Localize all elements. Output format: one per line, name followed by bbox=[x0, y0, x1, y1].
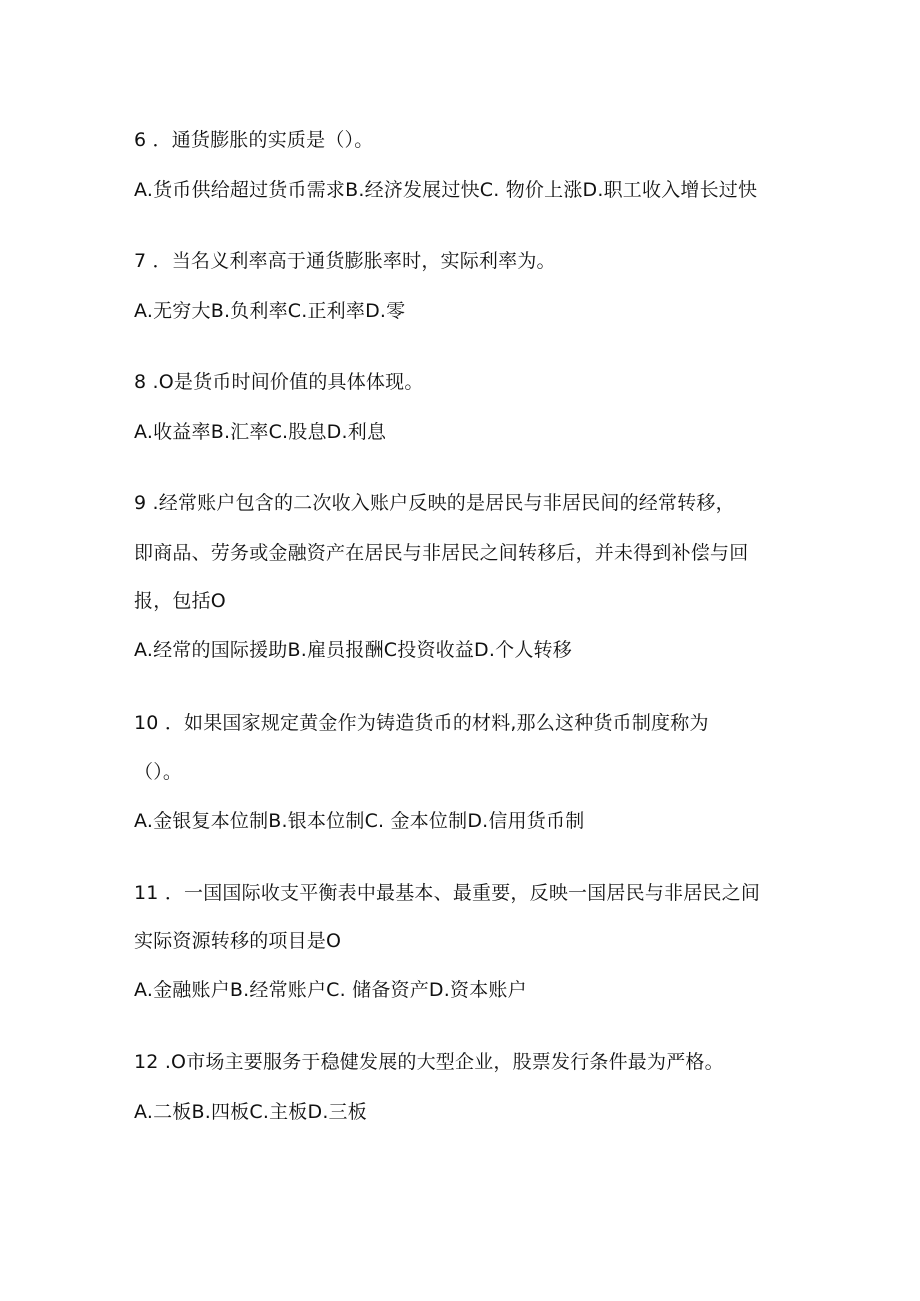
question-6-options: A.货币供给超过货币需求B.经济发展过快C. 物价上涨D.职工收入增长过快 bbox=[134, 179, 758, 201]
question-8-stem: 8 .O是货币时间价值的具体体现。 bbox=[134, 371, 424, 393]
question-11-stem-line-2: 实际资源转移的项目是O bbox=[134, 930, 342, 952]
question-7-options: A.无穷大B.负利率C.正利率D.零 bbox=[134, 300, 406, 322]
question-8-options: A.收益率B.汇率C.股息D.利息 bbox=[134, 421, 387, 443]
question-10-stem-line-2: （）。 bbox=[134, 761, 183, 783]
question-9-stem-line-1: 9 .经常账户包含的二次收入账户反映的是居民与非居民间的经常转移， bbox=[134, 492, 735, 514]
question-9-options: A.经常的国际援助B.雇员报酬C投资收益D.个人转移 bbox=[134, 639, 572, 661]
question-9-stem-line-3: 报，包括O bbox=[134, 590, 226, 612]
question-12-options: A.二板B.四板C.主板D.三板 bbox=[134, 1101, 367, 1123]
question-7-stem: 7 ．当名义利率高于通货膨胀率时，实际利率为。 bbox=[134, 250, 556, 272]
question-11-options: A.金融账户B.经常账户C. 储备资产D.资本账户 bbox=[134, 979, 527, 1001]
question-11-stem-line-1: 11 ．一国国际收支平衡表中最基本、最重要，反映一国居民与非居民之间 bbox=[134, 882, 761, 904]
question-9-stem-line-2: 即商品、劳务或金融资产在居民与非居民之间转移后，并未得到补偿与回 bbox=[134, 542, 749, 564]
question-10-stem-line-1: 10 ．如果国家规定黄金作为铸造货币的材料,那么这种货币制度称为 bbox=[134, 712, 709, 734]
question-10-options: A.金银复本位制B.银本位制C. 金本位制D.信用货币制 bbox=[134, 810, 585, 832]
question-12-stem: 12 .O市场主要服务于稳健发展的大型企业，股票发行条件最为严格。 bbox=[134, 1051, 724, 1073]
question-6-stem: 6 ．通货膨胀的实质是（）。 bbox=[134, 129, 374, 151]
